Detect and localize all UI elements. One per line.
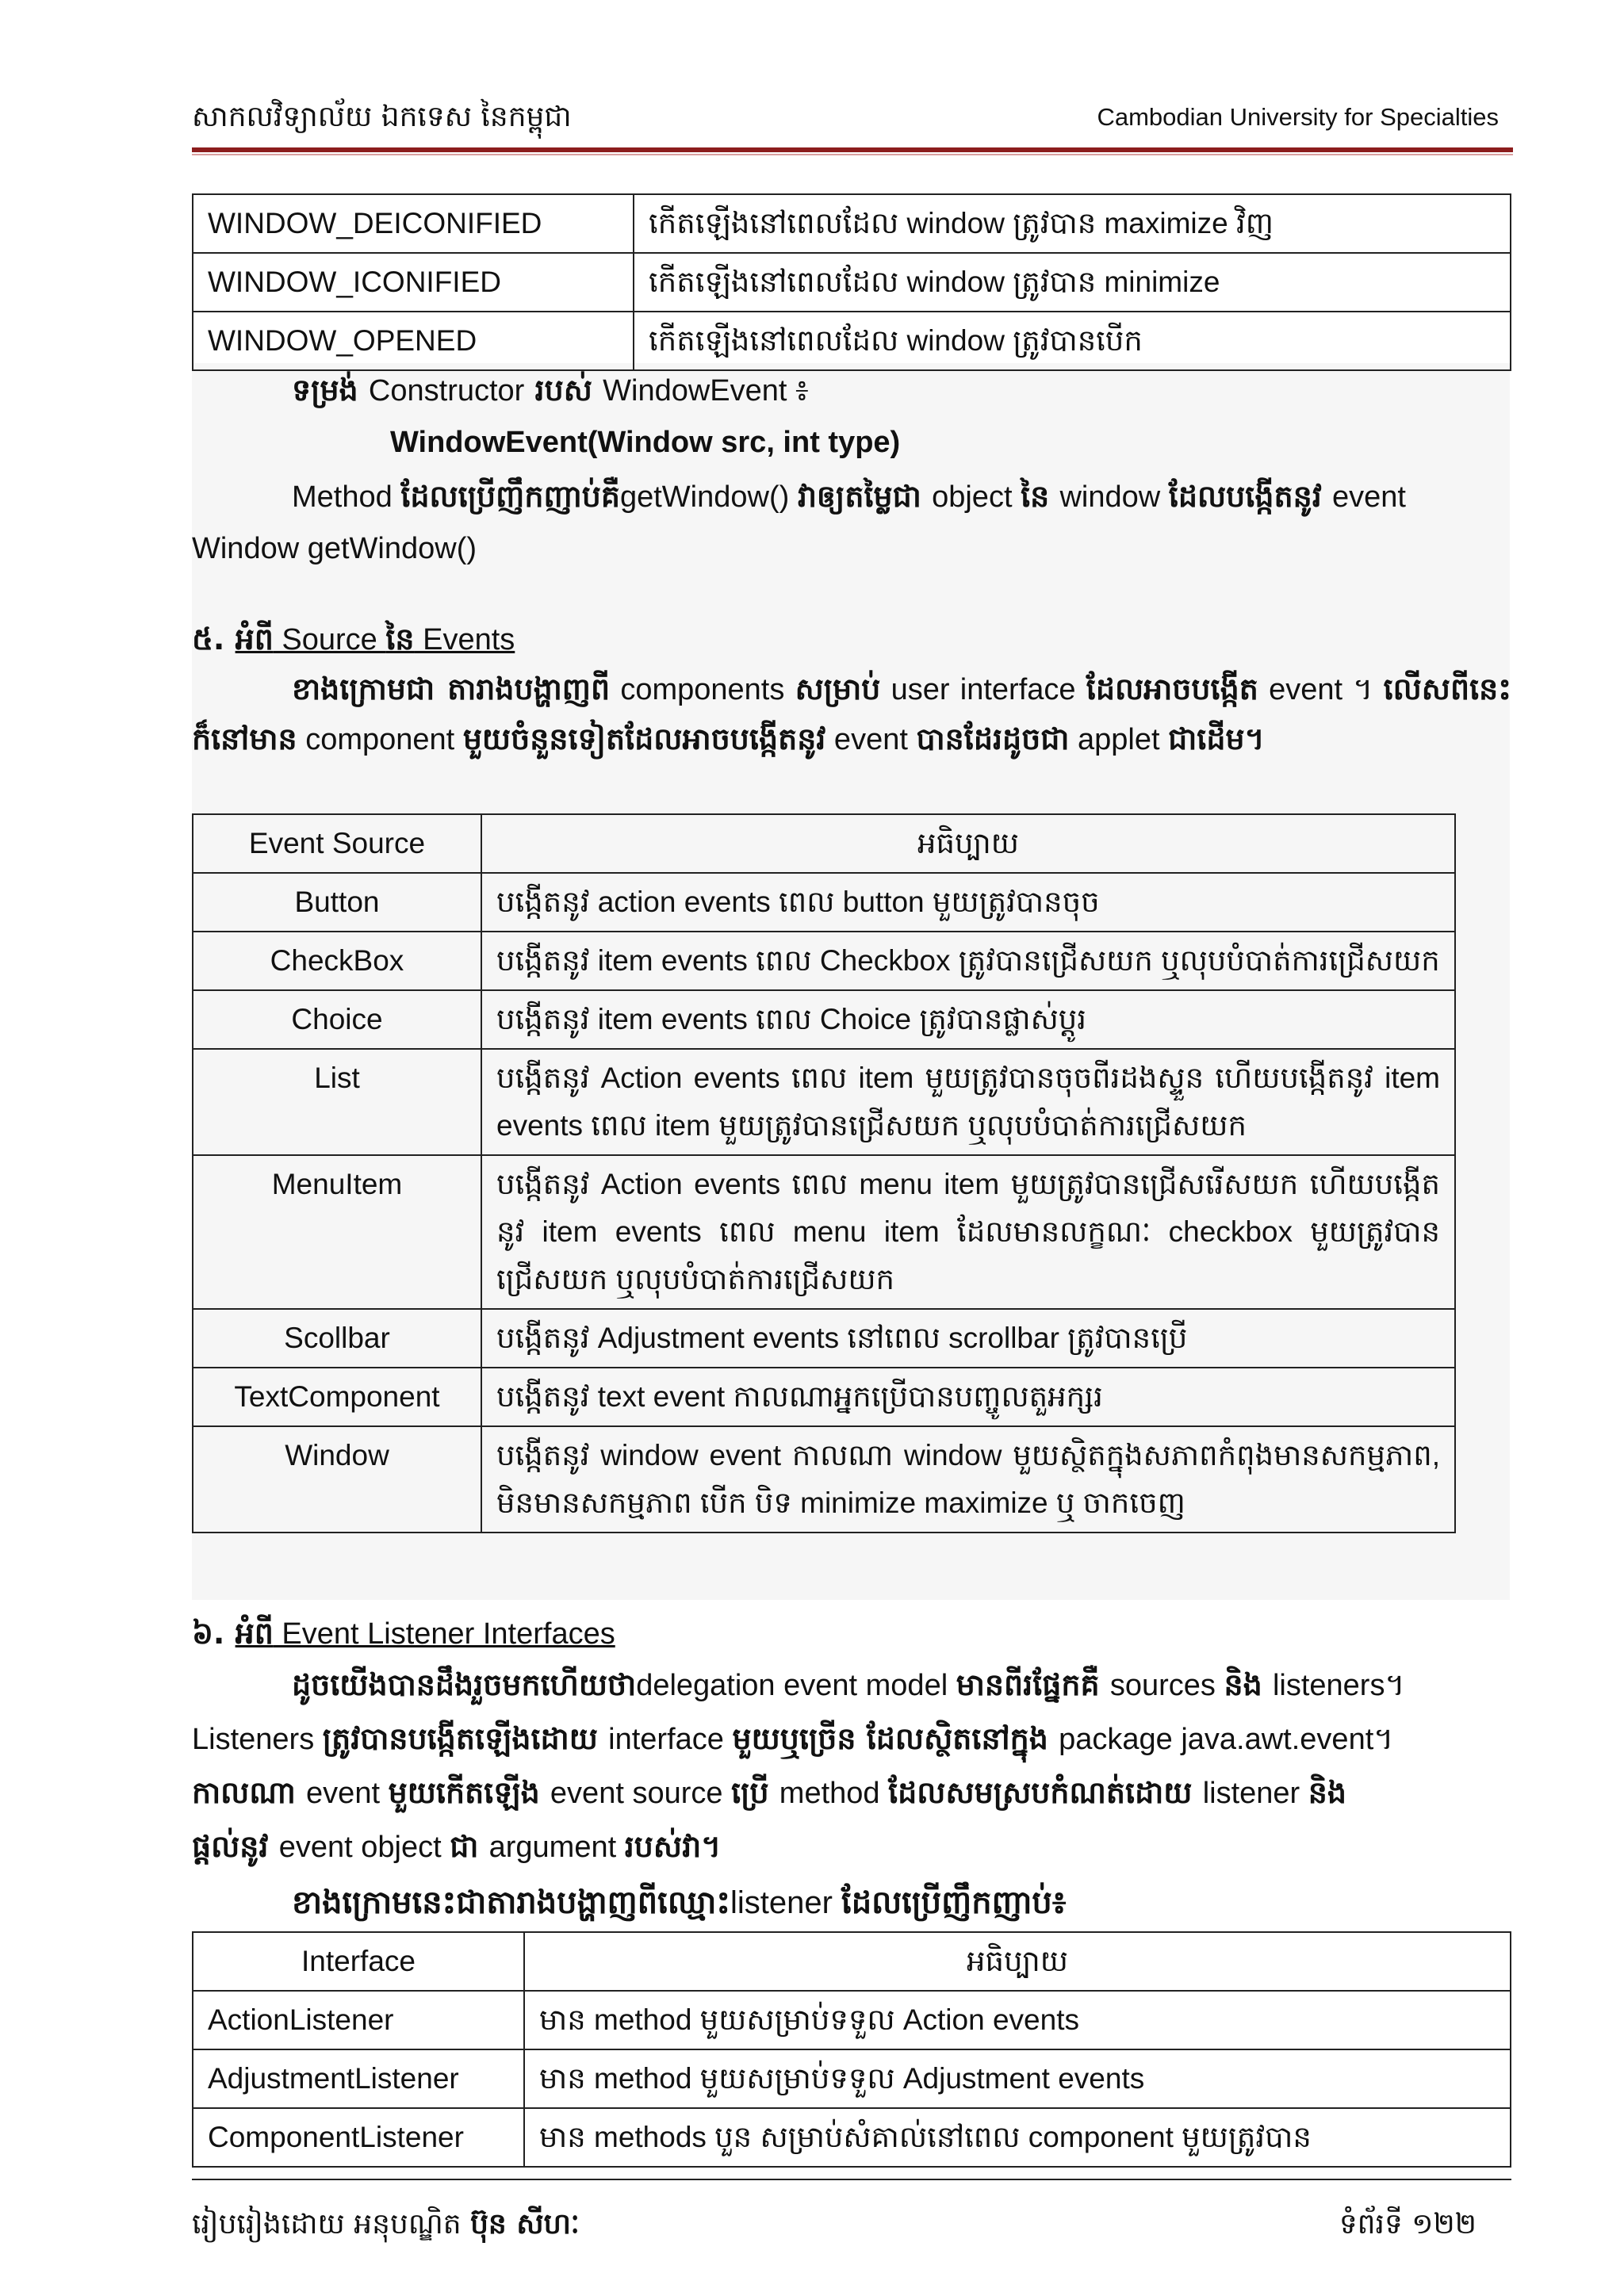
listener-description: មាន methods បួន សម្រាប់សំគាល់នៅពេល component មួយត្រូវបាន: [524, 2108, 1511, 2167]
table-row: [193, 1426, 1455, 1533]
listener-interfaces-table: [192, 1931, 1511, 2168]
event-desc: កើតឡើងនៅពេលដែល window ត្រូវបានបើក: [634, 312, 1511, 370]
paragraph-line: កាលណា event មួយកើតឡើង event source ប្រើ method ដែលសមស្របកំណត់ដោយ listener និង: [192, 1775, 1346, 1810]
event-source-name: Window: [193, 1426, 481, 1533]
paragraph-line: ផ្តល់នូវ event object ជា argument របស់វា។: [192, 1829, 722, 1864]
table-row: [193, 253, 1511, 312]
window-events-body: [193, 194, 1511, 370]
table-row: [193, 2049, 1511, 2108]
method-signature: Window getWindow(): [192, 532, 477, 565]
event-source-name: List: [193, 1049, 481, 1155]
section6-paragraph: [192, 1660, 1511, 1876]
event-source-name: Choice: [193, 990, 481, 1049]
listener-name: ActionListener: [193, 1991, 524, 2049]
paragraph-line: Listeners ត្រូវបានបង្កើតឡើងដោយ interface មួយឬច្រើន ដែលស្ថិតនៅក្នុង package java.awt.event។: [192, 1721, 1394, 1756]
event-name: WINDOW_DEICONIFIED: [193, 194, 634, 253]
table-header-row: [193, 1932, 1511, 1991]
method-description: Method ដែលប្រើញឹកញាប់គឺgetWindow() វាឲ្យតម្លៃជា object នៃ window ដែលបង្កើតនូវ event: [292, 479, 1406, 514]
header-university-english: Cambodian University for Specialties: [1097, 103, 1499, 131]
column-header-source: Event Source: [193, 814, 481, 873]
listener-interfaces-header: [193, 1932, 1511, 1991]
section5-heading: ៥. អំពី Source នៃ Events: [192, 622, 515, 656]
footer-page-number: ទំព័រទី ១២២: [1339, 2208, 1477, 2241]
event-source-description: បង្កើតនូវ item events ពេល Checkbox ត្រូវបានជ្រើសយក ឬលុបបំបាត់ការជ្រើសយក: [481, 932, 1455, 990]
footer-rule: [192, 2179, 1511, 2180]
header-university-khmer: សាកលវិទ្យាល័យ ឯកទេស នៃកម្ពុជា: [192, 101, 572, 133]
event-source-name: MenuItem: [193, 1155, 481, 1309]
section6-heading: ៦. អំពី Event Listener Interfaces: [192, 1616, 615, 1651]
header-rule: [192, 147, 1513, 152]
constructor-signature: WindowEvent(Window src, int type): [390, 426, 901, 459]
event-source-name: CheckBox: [193, 932, 481, 990]
column-header-interface: Interface: [193, 1932, 524, 1991]
footer-author: រៀបរៀងដោយ អនុបណ្ឌិត ប៊ុន សីហៈ: [192, 2208, 580, 2241]
listener-name: ComponentListener: [193, 2108, 524, 2167]
event-sources-header: [193, 814, 1455, 873]
event-source-name: TextComponent: [193, 1368, 481, 1426]
event-source-description: បង្កើតនូវ text event កាលណាអ្នកប្រើបានបញ្ចូលតួអក្សរ: [481, 1368, 1455, 1426]
event-source-description: បង្កើតនូវ Adjustment events នៅពេល scrollbar ត្រូវបានប្រើ: [481, 1309, 1455, 1368]
table-row: [193, 1155, 1455, 1309]
column-header-description: អធិប្បាយ: [524, 1932, 1511, 1991]
event-sources-table: [192, 813, 1456, 1533]
listener-interfaces-body: [193, 1991, 1511, 2167]
event-source-description: បង្កើតនូវ action events ពេល button មួយត្រូវបានចុច: [481, 873, 1455, 932]
window-events-table: [192, 193, 1511, 371]
table-row: [193, 1991, 1511, 2049]
event-name: WINDOW_ICONIFIED: [193, 253, 634, 312]
table-row: [193, 932, 1455, 990]
table-row: [193, 194, 1511, 253]
table-row: [193, 990, 1455, 1049]
listener-description: មាន method មួយសម្រាប់ទទួល Adjustment events: [524, 2049, 1511, 2108]
header-rule-thin: [192, 154, 1513, 155]
event-source-name: Button: [193, 873, 481, 932]
event-source-description: បង្កើតនូវ window event កាលណា window មួយស្ថិតក្នុងសភាពកំពុងមានសកម្មភាព, មិនមានសកម្មភាព បើក បិទ minimize maximize ឬ ចាកចេញ: [481, 1426, 1455, 1533]
event-desc: កើតឡើងនៅពេលដែល window ត្រូវបាន maximize វិញ: [634, 194, 1511, 253]
listener-table-intro: ខាងក្រោមនេះជាតារាងបង្ហាញពីឈ្មោះlistener ដែលប្រើញឹកញាប់៖: [292, 1885, 1067, 1921]
event-sources-body: [193, 873, 1455, 1533]
table-row: [193, 2108, 1511, 2167]
event-source-name: Scollbar: [193, 1309, 481, 1368]
constructor-intro: ទម្រង់ Constructor របស់ WindowEvent ៖: [292, 373, 809, 408]
column-header-description: អធិប្បាយ: [481, 814, 1455, 873]
event-source-description: បង្កើតនូវ Action events ពេល menu item មួយត្រូវបានជ្រើសរើសយក ហើយបង្កើតនូវ item events ពេល menu item ដែលមានលក្ខណៈ checkbox មួយត្រូវបានជ្រើសយក ឬលុបបំបាត់ការជ្រើសយក: [481, 1155, 1455, 1309]
table-row: [193, 1309, 1455, 1368]
table-row: [193, 1368, 1455, 1426]
event-desc: កើតឡើងនៅពេលដែល window ត្រូវបាន minimize: [634, 253, 1511, 312]
listener-name: AdjustmentListener: [193, 2049, 524, 2108]
event-source-description: បង្កើតនូវ Action events ពេល item មួយត្រូវបានចុចពីរដងស្ទួន ហើយបង្កើតនូវ item events ពេល item មួយត្រូវបានជ្រើសយក ឬលុបបំបាត់ការជ្រើសយក: [481, 1049, 1455, 1155]
listener-description: មាន method មួយសម្រាប់ទទួល Action events: [524, 1991, 1511, 2049]
table-row: [193, 873, 1455, 932]
paragraph-line: ដូចយើងបានដឹងរួចមកហើយថាdelegation event model មានពីរផ្នែកគឺ sources និង listeners។: [292, 1667, 1405, 1702]
event-source-description: បង្កើតនូវ item events ពេល Choice ត្រូវបានផ្លាស់ប្តូរ: [481, 990, 1455, 1049]
section5-paragraph: ខាងក្រោមជា តារាងបង្ហាញពី components សម្រាប់ user interface ដែលអាចបង្កើត event ។ លើសពីនេះ ក៏នៅមាន component មួយចំនួនទៀតដែលអាចបង្កើតនូវ event បានដែរដូចជា applet ជាដើម។: [192, 672, 1511, 756]
table-row: [193, 312, 1511, 370]
event-name: WINDOW_OPENED: [193, 312, 634, 370]
table-header-row: [193, 814, 1455, 873]
table-row: [193, 1049, 1455, 1155]
